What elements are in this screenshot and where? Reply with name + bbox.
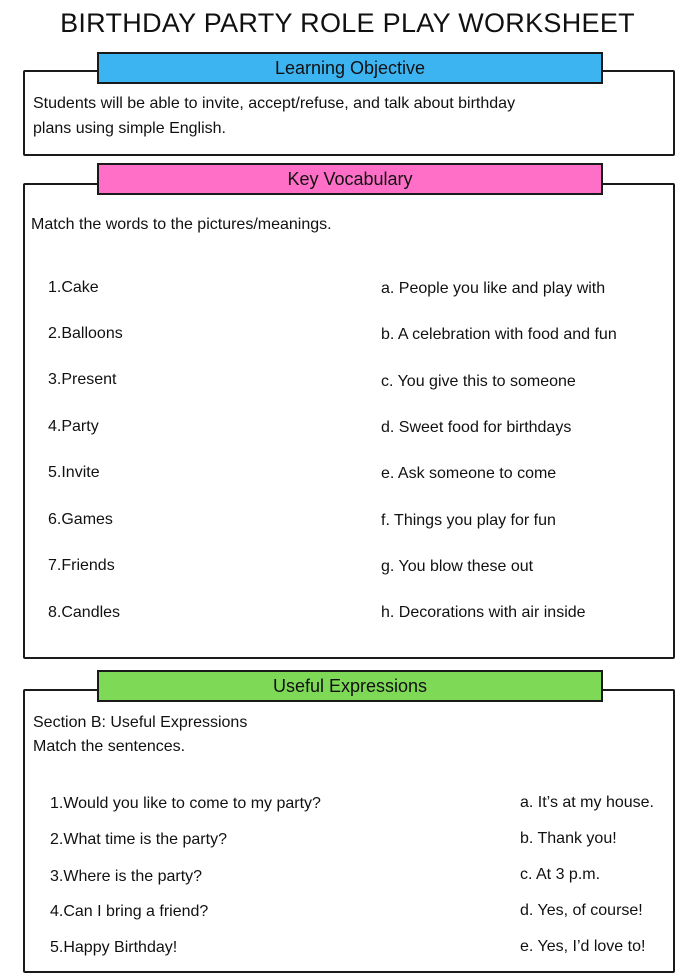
vocab-word-4 (48, 418, 99, 436)
expression-question-number: 3. (50, 868, 64, 885)
vocab-word-6 (48, 511, 113, 529)
expression-question-2 (50, 831, 227, 849)
expression-question-text: What time is the party? (63, 831, 227, 848)
vocab-word-5 (48, 464, 100, 482)
vocab-word-2 (48, 325, 123, 343)
vocab-word-number: 2. (48, 325, 62, 342)
vocab-word-8 (48, 604, 120, 622)
expression-answer-3: c. At 3 p.m. (520, 866, 601, 883)
vocab-meaning-2: b. A celebration with food and fun (381, 326, 617, 343)
vocab-meaning-8: h. Decorations with air inside (381, 604, 586, 621)
expression-question-number: 4. (50, 903, 64, 920)
expression-answer-5: e. Yes, I’d love to! (520, 938, 646, 955)
vocab-word-text: Candles (61, 604, 121, 621)
vocab-word-number: 5. (48, 464, 62, 481)
objective-line-2: plans using simple English. (33, 120, 226, 137)
vocabulary-banner (97, 163, 603, 195)
expression-question-number: 5. (50, 939, 64, 956)
objective-heading: Learning Objective (274, 58, 426, 78)
page-title: BIRTHDAY PARTY ROLE PLAY WORKSHEET (60, 8, 635, 38)
vocab-meaning-1: a. People you like and play with (381, 280, 606, 297)
expression-answer-4: d. Yes, of course! (520, 902, 643, 919)
expressions-banner (97, 670, 603, 702)
vocab-word-number: 1. (48, 279, 62, 296)
expressions-section-label: Section B: Useful Expressions (33, 714, 248, 731)
vocab-word-number: 8. (48, 604, 62, 621)
vocab-word-7 (48, 557, 115, 575)
expression-question-3 (50, 868, 202, 886)
objective-banner (97, 52, 603, 84)
vocab-meaning-3: c. You give this to someone (381, 373, 576, 390)
objective-line-1: Students will be able to invite, accept/refuse, and talk about birthday (33, 95, 516, 112)
vocab-meaning-6: f. Things you play for fun (381, 512, 556, 529)
vocabulary-box (23, 183, 675, 659)
vocab-word-text: Present (61, 371, 117, 388)
vocabulary-heading: Key Vocabulary (287, 169, 413, 189)
vocab-word-text: Games (61, 511, 113, 528)
vocab-word-number: 4. (48, 418, 62, 435)
expression-question-text: Can I bring a friend? (63, 903, 209, 920)
expression-answer-2: b. Thank you! (520, 830, 617, 847)
vocab-word-text: Party (61, 418, 99, 435)
expression-question-text: Would you like to come to my party? (63, 795, 321, 812)
vocabulary-instruction: Match the words to the pictures/meanings. (31, 216, 332, 233)
vocab-word-number: 3. (48, 371, 62, 388)
expression-question-5 (50, 939, 177, 957)
expression-question-1 (50, 795, 321, 813)
expression-question-text: Happy Birthday! (63, 939, 178, 956)
vocab-word-number: 6. (48, 511, 62, 528)
vocab-word-text: Invite (61, 464, 100, 481)
expression-question-4 (50, 903, 208, 921)
vocab-meaning-7: g. You blow these out (381, 558, 534, 575)
expression-question-number: 1. (50, 795, 64, 812)
expressions-heading: Useful Expressions (272, 676, 428, 696)
vocab-word-text: Balloons (61, 325, 123, 342)
expression-answer-1: a. It’s at my house. (520, 794, 654, 811)
vocab-meaning-4: d. Sweet food for birthdays (381, 419, 572, 436)
expressions-instruction: Match the sentences. (33, 738, 186, 755)
vocab-word-text: Friends (61, 557, 115, 574)
vocab-word-1 (48, 279, 99, 297)
vocab-word-3 (48, 371, 116, 389)
expression-question-text: Where is the party? (63, 868, 203, 885)
expression-question-number: 2. (50, 831, 64, 848)
vocab-meaning-5: e. Ask someone to come (381, 465, 557, 482)
vocab-word-text: Cake (61, 279, 99, 296)
vocab-word-number: 7. (48, 557, 62, 574)
